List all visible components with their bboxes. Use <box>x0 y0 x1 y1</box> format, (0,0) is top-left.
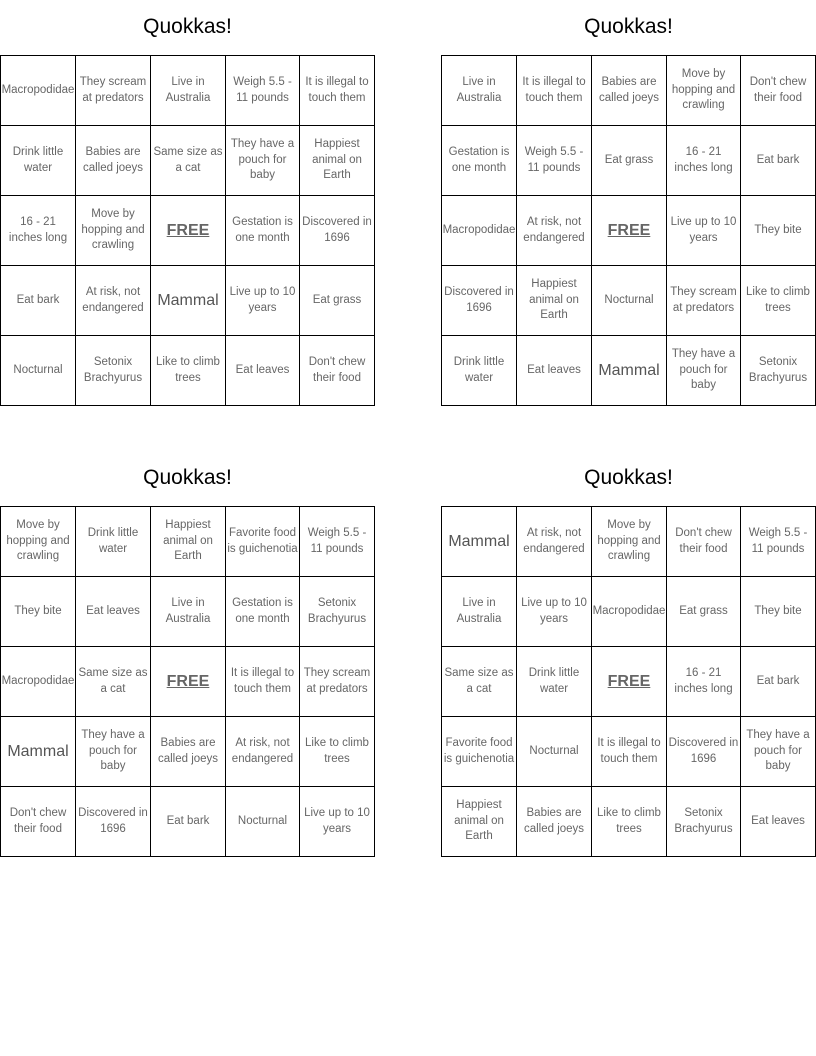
bingo-cell: Setonix Brachyurus <box>741 336 816 406</box>
bingo-cell: Live in Australia <box>442 577 517 647</box>
bingo-cell: They bite <box>1 577 76 647</box>
bingo-cell: Discovered in 1696 <box>667 717 741 787</box>
bingo-cell: Discovered in 1696 <box>300 196 375 266</box>
bingo-cell: Weigh 5.5 - 11 pounds <box>741 507 816 577</box>
bingo-cell: Macropodidae <box>442 196 517 266</box>
bingo-cell: Discovered in 1696 <box>76 787 151 857</box>
bingo-cell: They bite <box>741 577 816 647</box>
bingo-cell: Setonix Brachyurus <box>667 787 741 857</box>
bingo-cell: Eat leaves <box>741 787 816 857</box>
bingo-cell: 16 - 21 inches long <box>667 647 741 717</box>
bingo-cell: Move by hopping and crawling <box>76 196 151 266</box>
bingo-cell: At risk, not endangered <box>76 266 151 336</box>
bingo-cell: They bite <box>741 196 816 266</box>
bingo-cell: Gestation is one month <box>442 126 517 196</box>
bingo-cell: It is illegal to touch them <box>517 56 592 126</box>
bingo-cell: Eat bark <box>1 266 76 336</box>
bingo-cell: Drink little water <box>1 126 76 196</box>
bingo-cell: It is illegal to touch them <box>226 647 300 717</box>
bingo-cell: Same size as a cat <box>442 647 517 717</box>
bingo-cell: Nocturnal <box>1 336 76 406</box>
bingo-cell: It is illegal to touch them <box>300 56 375 126</box>
bingo-grid <box>441 506 816 857</box>
bingo-cell: Like to climb trees <box>151 336 226 406</box>
bingo-cell: Favorite food is guichenotia <box>442 717 517 787</box>
bingo-cell: Happiest animal on Earth <box>517 266 592 336</box>
bingo-cell: Live up to 10 years <box>667 196 741 266</box>
bingo-cell: They scream at predators <box>76 56 151 126</box>
bingo-cell: Weigh 5.5 - 11 pounds <box>300 507 375 577</box>
free-space-cell: FREE <box>592 196 667 266</box>
bingo-cell: Like to climb trees <box>592 787 667 857</box>
bingo-cell: Macropodidae <box>1 647 76 717</box>
bingo-cell: Macropodidae <box>1 56 76 126</box>
free-space-cell: FREE <box>592 647 667 717</box>
bingo-cell: Favorite food is guichenotia <box>226 507 300 577</box>
bingo-cell: Happiest animal on Earth <box>300 126 375 196</box>
bingo-cell: Happiest animal on Earth <box>151 507 226 577</box>
bingo-cell: Live up to 10 years <box>517 577 592 647</box>
card-title: Quokkas! <box>584 15 673 38</box>
bingo-cell: At risk, not endangered <box>226 717 300 787</box>
bingo-cell: 16 - 21 inches long <box>667 126 741 196</box>
bingo-cell: At risk, not endangered <box>517 507 592 577</box>
bingo-grid <box>0 55 375 406</box>
bingo-cell: Live up to 10 years <box>300 787 375 857</box>
bingo-cell: It is illegal to touch them <box>592 717 667 787</box>
bingo-cell: They scream at predators <box>300 647 375 717</box>
bingo-cell: Eat grass <box>592 126 667 196</box>
bingo-cell: 16 - 21 inches long <box>1 196 76 266</box>
bingo-cell: Mammal <box>1 717 76 787</box>
bingo-cell: Eat bark <box>741 126 816 196</box>
bingo-cell: Babies are called joeys <box>592 56 667 126</box>
bingo-cell: Setonix Brachyurus <box>76 336 151 406</box>
bingo-cell: Drink little water <box>517 647 592 717</box>
bingo-cell: Same size as a cat <box>151 126 226 196</box>
card-title: Quokkas! <box>584 466 673 489</box>
bingo-card-3 <box>0 451 375 835</box>
bingo-cell: Nocturnal <box>517 717 592 787</box>
bingo-cell: Eat leaves <box>226 336 300 406</box>
bingo-cell: Babies are called joeys <box>76 126 151 196</box>
bingo-cell: Mammal <box>442 507 517 577</box>
bingo-cell: Macropodidae <box>592 577 667 647</box>
bingo-cell: Don't chew their food <box>741 56 816 126</box>
bingo-cell: Live in Australia <box>151 56 226 126</box>
bingo-grid <box>0 506 375 857</box>
bingo-cell: Eat bark <box>151 787 226 857</box>
bingo-cell: Gestation is one month <box>226 196 300 266</box>
bingo-grid <box>441 55 816 406</box>
bingo-cell: Babies are called joeys <box>517 787 592 857</box>
bingo-cell: They have a pouch for baby <box>76 717 151 787</box>
bingo-cell: Eat grass <box>667 577 741 647</box>
bingo-cell: At risk, not endangered <box>517 196 592 266</box>
bingo-cell: Happiest animal on Earth <box>442 787 517 857</box>
bingo-cell: Move by hopping and crawling <box>667 56 741 126</box>
bingo-cell: Eat leaves <box>76 577 151 647</box>
bingo-card-1 <box>0 0 375 384</box>
bingo-cell: Like to climb trees <box>300 717 375 787</box>
bingo-cell: Discovered in 1696 <box>442 266 517 336</box>
bingo-cell: Setonix Brachyurus <box>300 577 375 647</box>
bingo-cell: Same size as a cat <box>76 647 151 717</box>
bingo-cell: Eat leaves <box>517 336 592 406</box>
bingo-cell: Weigh 5.5 - 11 pounds <box>226 56 300 126</box>
card-title: Quokkas! <box>143 15 232 38</box>
bingo-cell: Weigh 5.5 - 11 pounds <box>517 126 592 196</box>
bingo-cell: Don't chew their food <box>667 507 741 577</box>
bingo-cell: Move by hopping and crawling <box>592 507 667 577</box>
bingo-card-2 <box>441 0 816 392</box>
bingo-cell: They have a pouch for baby <box>667 336 741 406</box>
bingo-cell: Mammal <box>151 266 226 336</box>
free-space-cell: FREE <box>151 647 226 717</box>
bingo-cell: Drink little water <box>76 507 151 577</box>
card-title: Quokkas! <box>143 466 232 489</box>
bingo-cell: Eat bark <box>741 647 816 717</box>
bingo-cell: Move by hopping and crawling <box>1 507 76 577</box>
bingo-cell: Like to climb trees <box>741 266 816 336</box>
bingo-cell: Live in Australia <box>151 577 226 647</box>
bingo-cell: Babies are called joeys <box>151 717 226 787</box>
bingo-cell: Eat grass <box>300 266 375 336</box>
bingo-cell: Don't chew their food <box>300 336 375 406</box>
free-space-cell: FREE <box>151 196 226 266</box>
bingo-card-4 <box>441 451 816 843</box>
bingo-cell: Nocturnal <box>226 787 300 857</box>
bingo-cell: They have a pouch for baby <box>741 717 816 787</box>
bingo-cell: Mammal <box>592 336 667 406</box>
bingo-cell: Don't chew their food <box>1 787 76 857</box>
bingo-cell: Live in Australia <box>442 56 517 126</box>
bingo-cell: Nocturnal <box>592 266 667 336</box>
bingo-cell: They have a pouch for baby <box>226 126 300 196</box>
bingo-cell: Drink little water <box>442 336 517 406</box>
bingo-cell: They scream at predators <box>667 266 741 336</box>
bingo-cell: Live up to 10 years <box>226 266 300 336</box>
bingo-cell: Gestation is one month <box>226 577 300 647</box>
